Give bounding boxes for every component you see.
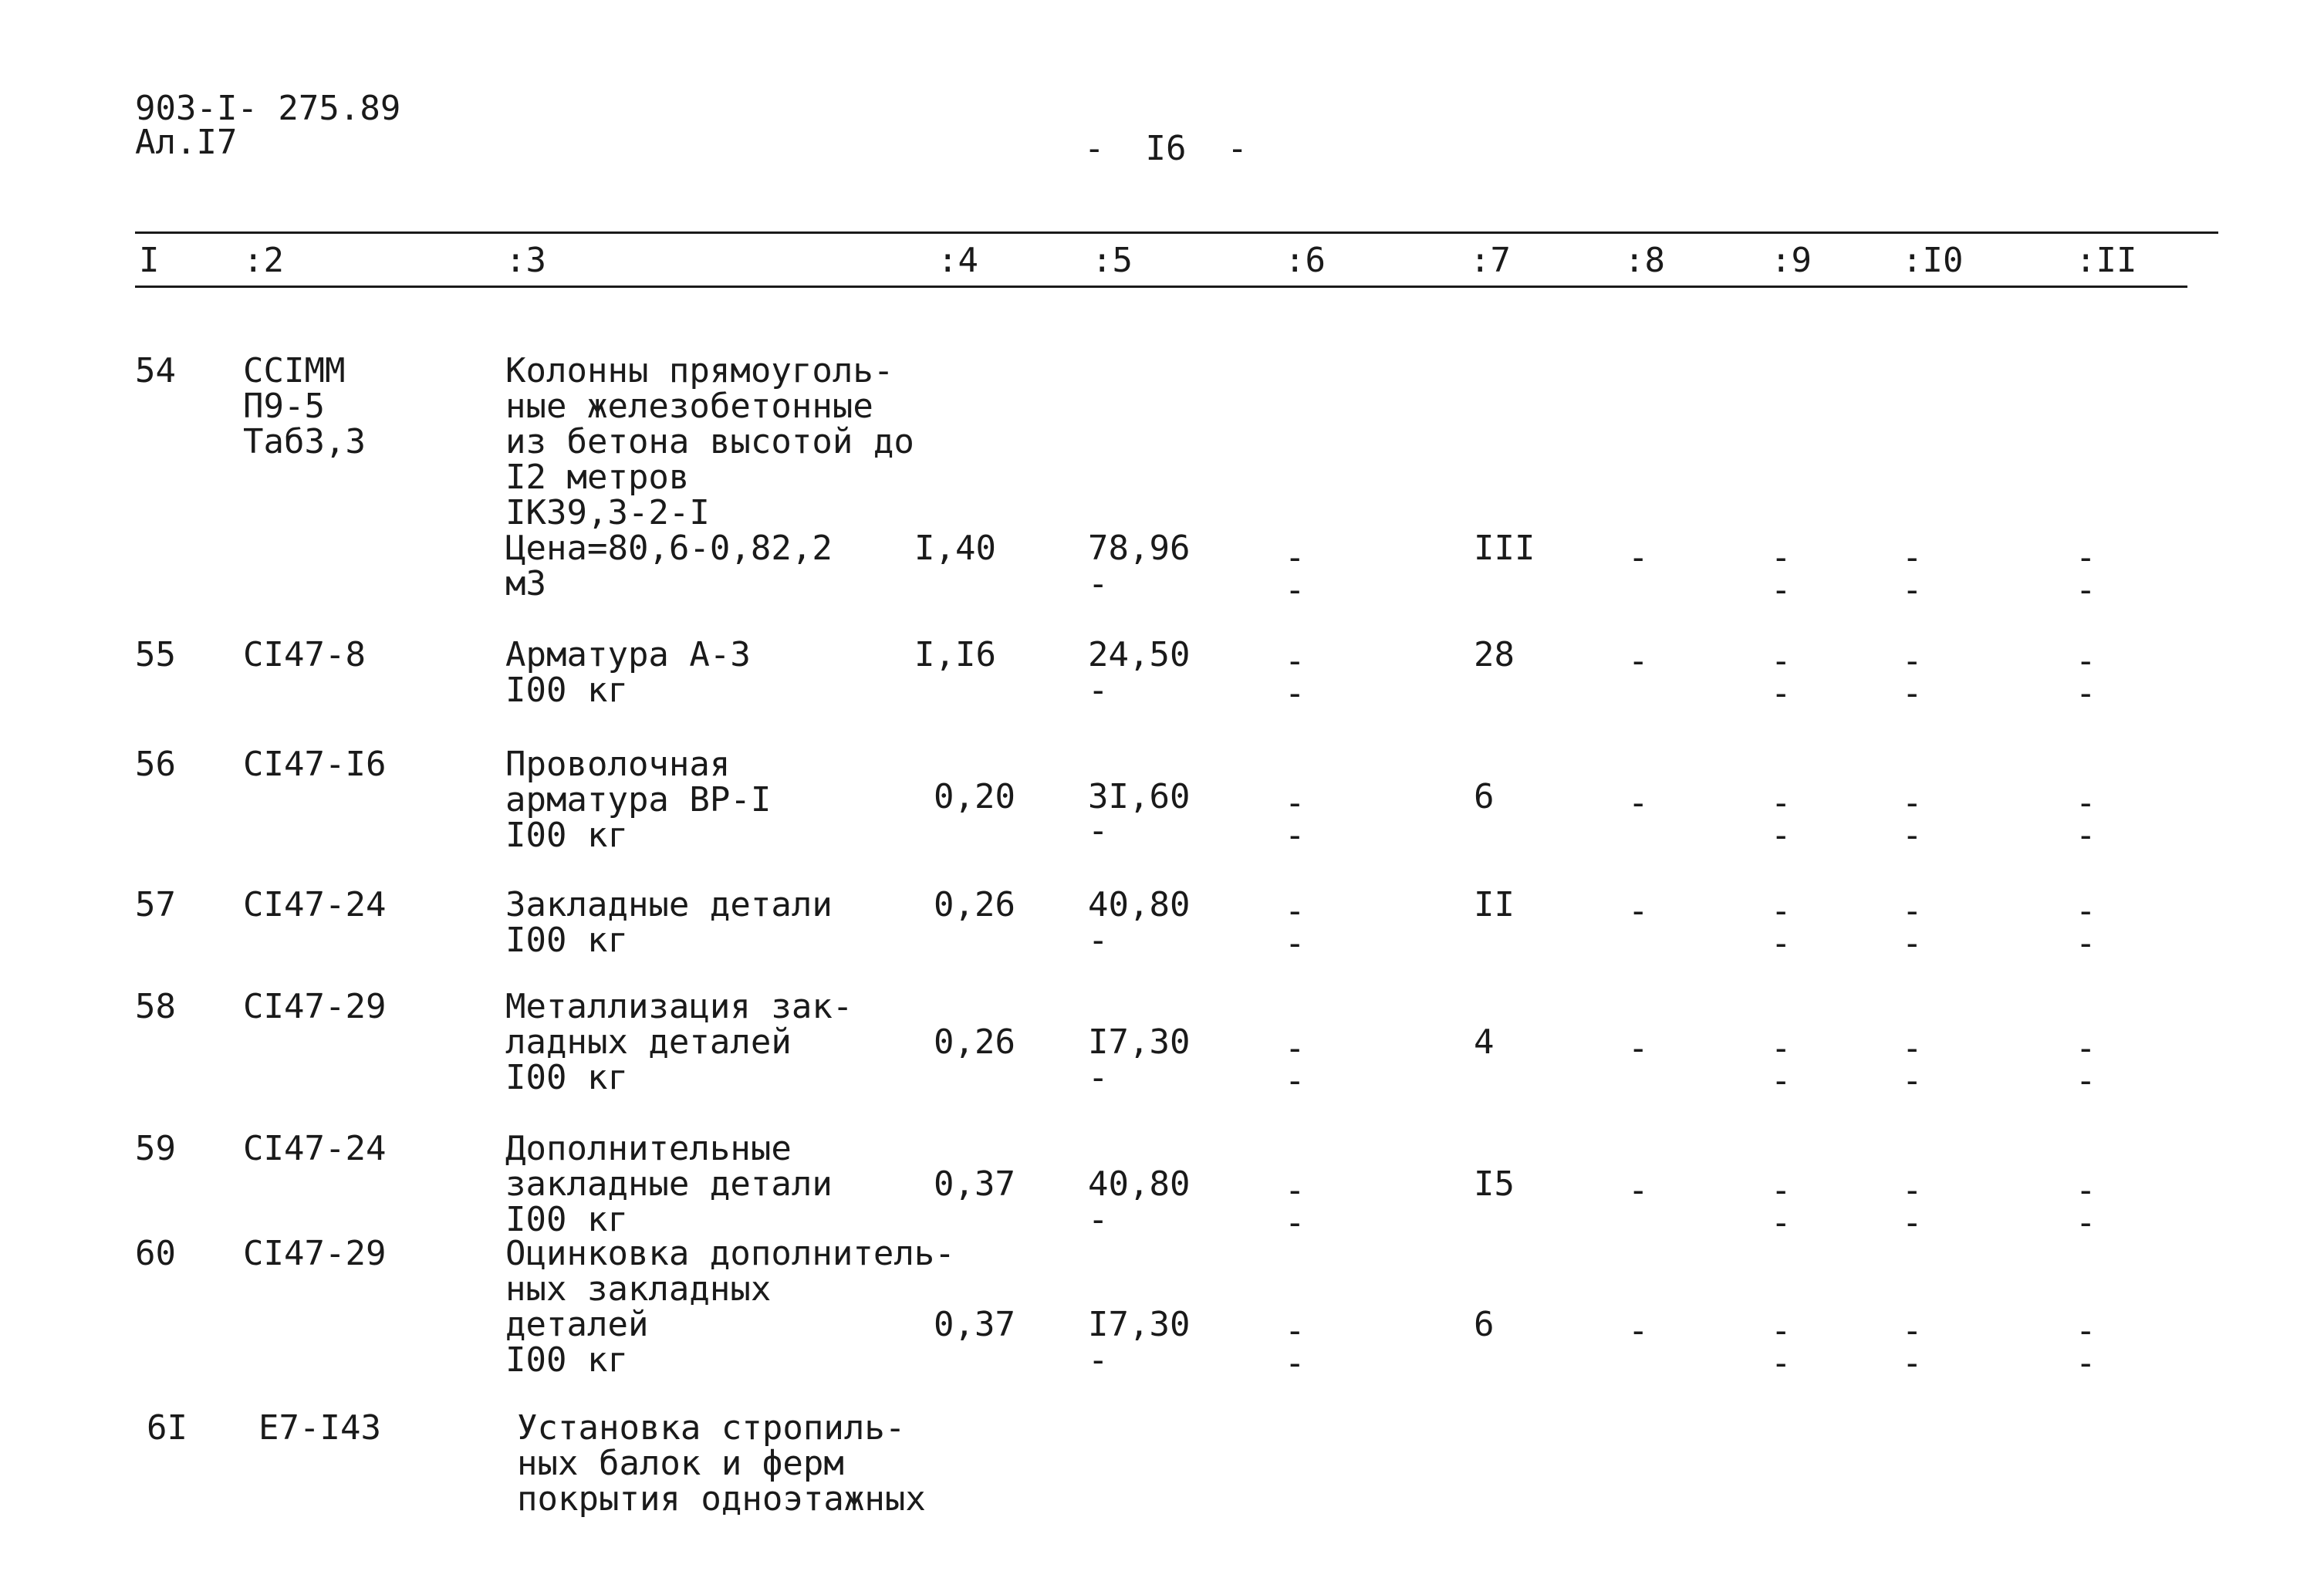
row-col7: 4: [1474, 1022, 1495, 1062]
row-col10-b: -: [1902, 816, 1923, 855]
row-col6: -: [1285, 641, 1306, 681]
row-qty: I,I6: [914, 635, 996, 674]
row-col10: -: [1902, 1029, 1923, 1068]
row-col9: -: [1771, 1311, 1792, 1350]
row-description: закладные детали: [505, 1164, 833, 1204]
row-col9: -: [1771, 538, 1792, 577]
row-col11-b: -: [2076, 1061, 2096, 1100]
row-col5-b: -: [1088, 1340, 1109, 1380]
row-description: Цена=80,6-0,82,2: [505, 529, 833, 568]
row-number: 57: [135, 885, 176, 924]
row-description: I00 кг: [505, 1200, 628, 1239]
row-code: Таб3,3: [243, 422, 366, 461]
row-description: I00 кг: [505, 921, 628, 960]
row-code: CI47-24: [243, 1129, 387, 1168]
col-header-2: :2: [243, 241, 284, 280]
row-number: 60: [135, 1234, 176, 1273]
row-description: Арматура А-3: [505, 635, 751, 674]
table-header-bottom-rule: [135, 286, 2187, 288]
row-col8: -: [1628, 641, 1649, 681]
row-number: 56: [135, 745, 176, 784]
row-col10-b: -: [1902, 924, 1923, 963]
row-col9-b: -: [1771, 1343, 1792, 1383]
row-col11: -: [2076, 1171, 2096, 1210]
row-code: ССIMM: [243, 351, 346, 390]
row-col6-b: -: [1285, 570, 1306, 610]
row-col6: -: [1285, 783, 1306, 823]
row-col5-b: -: [1088, 1200, 1109, 1239]
col-header-5: :5: [1092, 241, 1133, 280]
row-col6-b: -: [1285, 1061, 1306, 1100]
col-header-6: :6: [1285, 241, 1326, 280]
row-code: CI47-24: [243, 885, 387, 924]
page-number: - I6 -: [1084, 129, 1248, 168]
row-col6-b: -: [1285, 924, 1306, 963]
row-col6-b: -: [1285, 1343, 1306, 1383]
row-description: Колонны прямоуголь-: [505, 351, 894, 390]
row-description: деталей: [505, 1305, 649, 1344]
row-code: П9-5: [243, 387, 325, 426]
row-col10-b: -: [1902, 570, 1923, 610]
row-description: ных закладных: [505, 1269, 772, 1309]
sheet-number: Ал.I7: [135, 123, 238, 162]
row-col9-b: -: [1771, 816, 1792, 855]
row-code: CI47-29: [243, 987, 387, 1026]
row-col7: II: [1474, 885, 1515, 924]
row-col8: -: [1628, 1171, 1649, 1210]
row-description: Металлизация зак-: [505, 987, 853, 1026]
row-col6: -: [1285, 1029, 1306, 1068]
row-col5: 3I,60: [1088, 777, 1191, 816]
row-col5-b: -: [1088, 671, 1109, 710]
row-code: CI47-8: [243, 635, 366, 674]
row-number: 58: [135, 987, 176, 1026]
row-col6-b: -: [1285, 674, 1306, 713]
row-col10-b: -: [1902, 1343, 1923, 1383]
row-description: I00 кг: [505, 1340, 628, 1380]
row-col11-b: -: [2076, 570, 2096, 610]
row-col5: 40,80: [1088, 885, 1191, 924]
row-col10-b: -: [1902, 1061, 1923, 1100]
row-col9-b: -: [1771, 1061, 1792, 1100]
row-col11-b: -: [2076, 1343, 2096, 1383]
row-qty: 0,20: [934, 777, 1015, 816]
row-number: 54: [135, 351, 176, 390]
row-col9-b: -: [1771, 924, 1792, 963]
row-qty: 0,37: [934, 1164, 1015, 1204]
row-col6: -: [1285, 1311, 1306, 1350]
row-col10: -: [1902, 538, 1923, 577]
row-number: 55: [135, 635, 176, 674]
row-description: Дополнительные: [505, 1129, 792, 1168]
row-col9: -: [1771, 783, 1792, 823]
row-description: I2 метров: [505, 458, 690, 497]
row-col10: -: [1902, 783, 1923, 823]
row-qty: 0,26: [934, 885, 1015, 924]
row-col6: -: [1285, 891, 1306, 931]
row-col11-b: -: [2076, 1203, 2096, 1242]
row-description: арматура ВР-I: [505, 780, 772, 819]
row-col6-b: -: [1285, 1203, 1306, 1242]
row-description: I00 кг: [505, 671, 628, 710]
row-description: I00 кг: [505, 1058, 628, 1097]
row-description: Установка стропиль-: [517, 1408, 906, 1448]
row-col5: 78,96: [1088, 529, 1191, 568]
row-col8: -: [1628, 1311, 1649, 1350]
row-col5-b: -: [1088, 811, 1109, 850]
row-col7: 6: [1474, 1305, 1495, 1344]
row-col11-b: -: [2076, 924, 2096, 963]
row-col10-b: -: [1902, 1203, 1923, 1242]
document-code: 903-I- 275.89: [135, 89, 401, 128]
row-col8: -: [1628, 891, 1649, 931]
col-header-1: I: [139, 241, 160, 280]
col-header-8: :8: [1624, 241, 1665, 280]
row-col8: -: [1628, 783, 1649, 823]
row-col5-b: -: [1088, 1058, 1109, 1097]
row-col11: -: [2076, 538, 2096, 577]
row-description: Оцинковка дополнитель-: [505, 1234, 955, 1273]
row-col6-b: -: [1285, 816, 1306, 855]
row-col7: III: [1474, 529, 1535, 568]
col-header-10: :I0: [1902, 241, 1964, 280]
row-col5: 24,50: [1088, 635, 1191, 674]
col-header-7: :7: [1470, 241, 1511, 280]
row-number: 6I: [147, 1408, 187, 1448]
col-header-4: :4: [937, 241, 978, 280]
row-col11-b: -: [2076, 674, 2096, 713]
row-col9: -: [1771, 641, 1792, 681]
row-col9-b: -: [1771, 570, 1792, 610]
row-col10: -: [1902, 1311, 1923, 1350]
row-col10-b: -: [1902, 674, 1923, 713]
row-col7: 6: [1474, 777, 1495, 816]
row-description: ных балок и ферм: [517, 1444, 844, 1483]
row-col10: -: [1902, 1171, 1923, 1210]
col-header-11: :II: [2076, 241, 2137, 280]
row-description: ладных деталей: [505, 1022, 792, 1062]
row-number: 59: [135, 1129, 176, 1168]
row-code: CI47-I6: [243, 745, 387, 784]
col-header-9: :9: [1771, 241, 1812, 280]
row-col7: 28: [1474, 635, 1515, 674]
row-col11: -: [2076, 1311, 2096, 1350]
row-description: I00 кг: [505, 816, 628, 855]
row-col11-b: -: [2076, 816, 2096, 855]
row-col7: I5: [1474, 1164, 1515, 1204]
row-col9-b: -: [1771, 1203, 1792, 1242]
row-description: м3: [505, 564, 546, 603]
row-col11: -: [2076, 891, 2096, 931]
row-description: покрытия одноэтажных: [517, 1479, 926, 1519]
row-col10: -: [1902, 641, 1923, 681]
row-col10: -: [1902, 891, 1923, 931]
row-description: из бетона высотой до: [505, 422, 914, 461]
row-col9: -: [1771, 891, 1792, 931]
row-col5: I7,30: [1088, 1022, 1191, 1062]
col-header-3: :3: [505, 241, 546, 280]
row-col6: -: [1285, 1171, 1306, 1210]
row-col11: -: [2076, 1029, 2096, 1068]
row-col11: -: [2076, 641, 2096, 681]
row-col6: -: [1285, 538, 1306, 577]
row-description: Проволочная: [505, 745, 731, 784]
row-qty: 0,37: [934, 1305, 1015, 1344]
row-code: Е7-I43: [258, 1408, 381, 1448]
table-top-rule: [135, 231, 2218, 234]
row-code: CI47-29: [243, 1234, 387, 1273]
row-col8: -: [1628, 1029, 1649, 1068]
row-col8: -: [1628, 538, 1649, 577]
row-col5-b: -: [1088, 921, 1109, 960]
row-description: IК39,3-2-I: [505, 493, 710, 532]
row-qty: I,40: [914, 529, 996, 568]
row-description: ные железобетонные: [505, 387, 873, 426]
row-col9: -: [1771, 1171, 1792, 1210]
row-col9-b: -: [1771, 674, 1792, 713]
row-col5-b: -: [1088, 564, 1109, 603]
row-col9: -: [1771, 1029, 1792, 1068]
row-description: Закладные детали: [505, 885, 833, 924]
row-col5: I7,30: [1088, 1305, 1191, 1344]
row-col5: 40,80: [1088, 1164, 1191, 1204]
row-col11: -: [2076, 783, 2096, 823]
row-qty: 0,26: [934, 1022, 1015, 1062]
